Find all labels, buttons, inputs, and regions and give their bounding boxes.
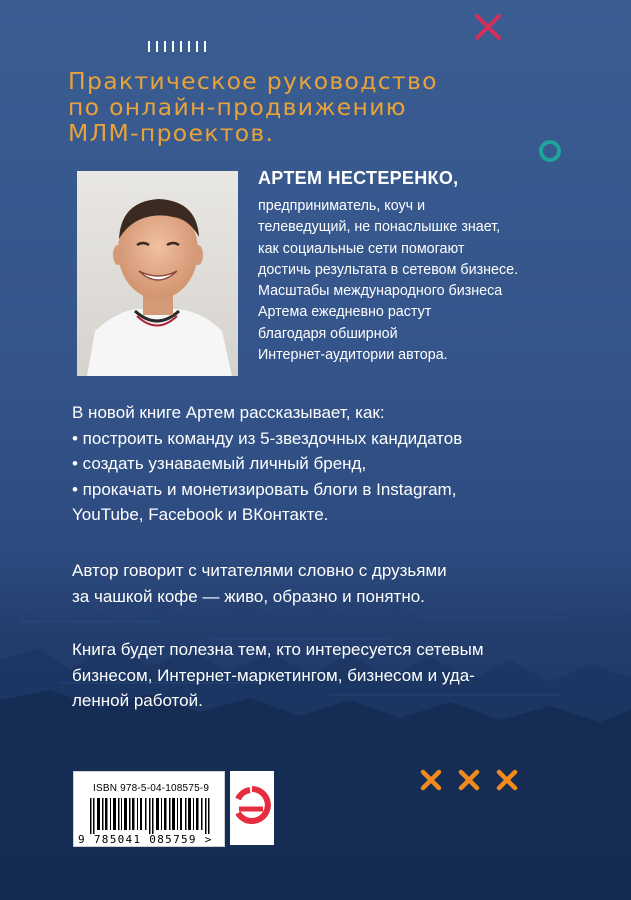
bio-line: благодаря обширной	[258, 325, 398, 342]
body-line: В новой книге Артем рассказывает, как:	[72, 403, 385, 422]
body-line: бизнесом, Интернет-маркетингом, бизнесом и уда-	[72, 665, 475, 685]
author-style-paragraph	[72, 558, 592, 609]
book-features-paragraph	[72, 400, 592, 528]
body-line: • прокачать и монетизировать блоги в Instagram,	[72, 479, 457, 499]
body-line: ленной работой.	[72, 691, 203, 710]
headline-line: Практическое руководство	[68, 67, 438, 95]
publisher-logo-panel	[230, 771, 274, 845]
author-name: АРТЕМ НЕСТЕРЕНКО,	[258, 168, 459, 188]
cross-icon	[474, 13, 502, 41]
bio-line: предприниматель, коуч и	[258, 198, 426, 214]
body-line: Автор говорит с читателями словно с друзьями	[72, 561, 447, 580]
barcode-digits: 9 785041 085759 >	[78, 833, 213, 846]
headline-line: по онлайн-продвижению	[68, 93, 407, 121]
headline	[68, 68, 548, 146]
bio-line: Интернет-аудитории автора.	[258, 347, 448, 364]
body-line: YouTube, Facebook и ВКонтакте.	[72, 505, 329, 524]
cross-icon	[495, 768, 519, 792]
eksmo-logo	[230, 771, 274, 845]
barcode-bars	[90, 798, 214, 834]
bio-line: Масштабы международного бизнеса	[258, 283, 503, 300]
cross-row-decoration	[419, 768, 519, 792]
bio-line: как социальные сети помогают	[258, 240, 465, 257]
isbn-text: ISBN 978-5-04-108575-9	[93, 783, 210, 794]
audience-paragraph	[72, 637, 592, 714]
bio-line: Артема ежедневно растут	[258, 304, 432, 321]
body-line: за чашкой кофе — живо, образно и понятно.	[72, 586, 425, 606]
headline-line: МЛМ-проектов.	[68, 119, 275, 147]
tick-marks-decoration	[148, 41, 206, 52]
cross-icon	[457, 768, 481, 792]
bio-line: телеведущий, не понаслышке знает,	[258, 219, 501, 236]
body-line: Книга будет полезна тем, кто интересуется сетевым	[72, 640, 484, 659]
body-line: • построить команду из 5-звездочных кандидатов	[72, 428, 463, 448]
body-line: • создать узнаваемый личный бренд,	[72, 454, 367, 473]
author-photo	[77, 171, 238, 376]
author-bio	[258, 196, 568, 366]
bio-line: достичь результата в сетевом бизнесе.	[258, 261, 519, 278]
cross-icon	[419, 768, 443, 792]
